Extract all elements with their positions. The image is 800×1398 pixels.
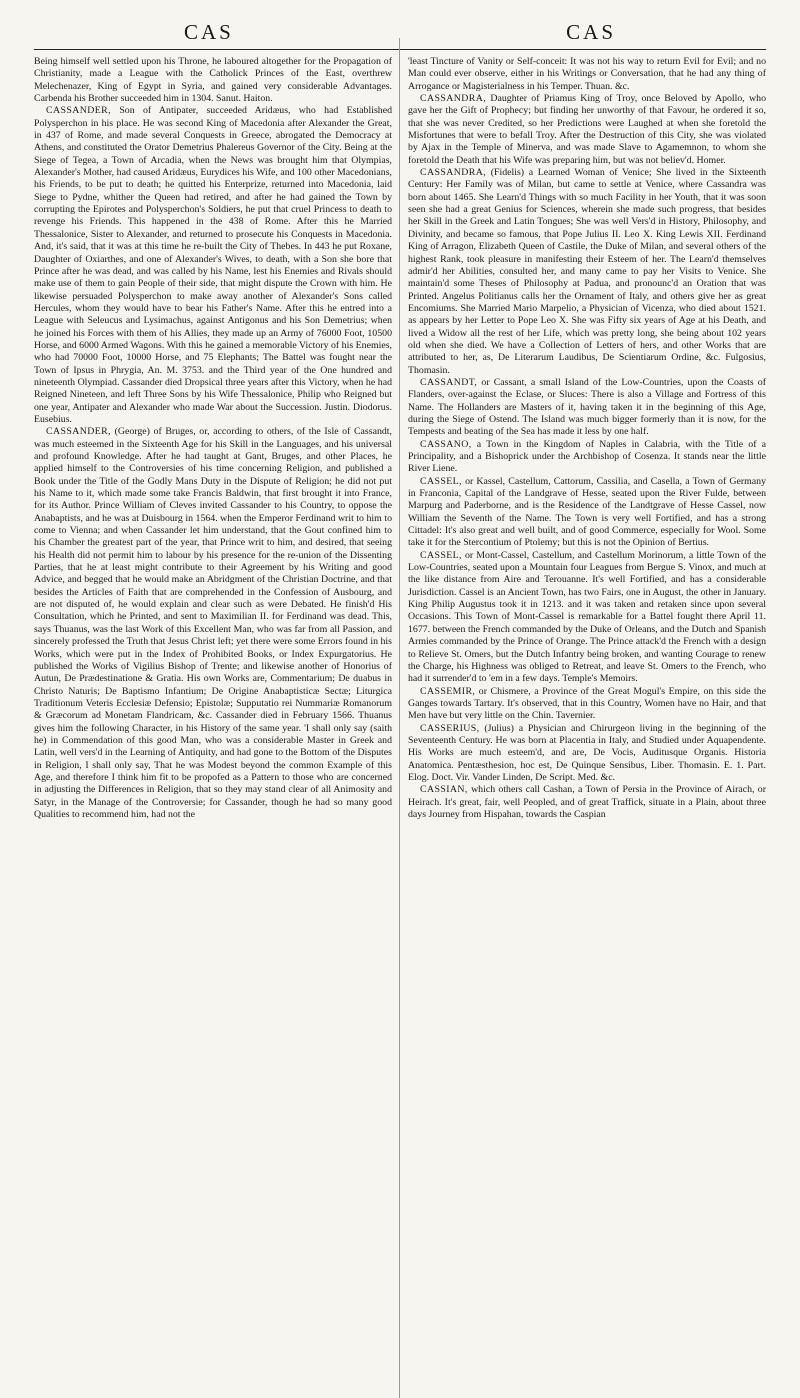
entry-paragraph [34, 105, 392, 426]
entry-headword: CASSEL, [420, 475, 462, 487]
entry-headword: CASSANO, [420, 438, 472, 450]
entry-headword: CASSEMIR, [420, 685, 476, 697]
entry-text: (Julius) a Physician and Chirurgeon living in the beginning of the Seventeenth Century. He was born at Placentia in Italy, and Studied under Aquapendente. His Works are much esteem'd, and are, De Vocis, Auditusque Organis. Historia Anatomica. Pentæsthesion, hoc est, De Quinque Sensibus, Liber. Thomasin. E. 1. Part. Elog. Doct. Vir. Vander Linden, De Script. Med. &c. [408, 722, 766, 783]
entry-text: Daughter of Priamus King of Troy, once Beloved by Apollo, who gave her the Gift of Prophecy; but finding her unworthy of that Favour, he ordered it so, that she was never Credited, so her Predictions were Laughed at when she foretold the Misfortunes that were to befall Troy. After the Destruction of this City, she was violated by Ajax in the Temple of Minerva, and was made Slave to Agamemnon, to whom she foretold the Death that his Wife was preparing him, but was not believ'd. Homer. [408, 93, 766, 166]
entry-paragraph [408, 550, 766, 686]
entry-paragraph [34, 426, 392, 821]
header-right: CAS [566, 20, 616, 44]
entry-headword: CASSANDRA, [420, 167, 487, 179]
entry-headword: CASSANDER, [46, 426, 111, 438]
entry-headword: CASSANDRA, [420, 93, 487, 105]
running-header [34, 20, 766, 50]
entry-text: or Cassant, a small Island of the Low-Countries, upon the Coasts of Flanders, over-against the Eclase, or Sluces: There is also a Village and Fortress of this Name. The Hollanders are Masters of it, having taken it in the beginning of this Age, during the Siege of Ostend. The Island was much bigger formerly than it is now, for the Tempests and beating of the Sea has made it less by one half. [408, 376, 766, 438]
entry-text: or Mont-Cassel, Castellum, and Castellum Morinorum, a little Town of the Low-Countries, seated upon a Mountain four Leagues from Bergue S. Vinox, and much at the like distance from Aire and Terouanne. It's well Fortified, and has a considerable Jurisdiction. Cassel is an Ancient Town, has two Fairs, one in August, the other in January. King Philip Augustus took it in 1213. and it was taken and retaken since upon several Occasions. This Town of Mont-Cassel is remarkable for a Battel fought there April 11. 1677. between the French commanded by the Duke of Orleans, and the Dutch and Spanish Armies commanded by the Prince of Orange. The Prince attack'd the French with a design to Relieve St. Omers, but the Dutch Infantry being broken, and wanting Courage to renew the Charge, his Highness was obliged to Retreat, and leave St. Omers to the French, who had it surrender'd to 'em in a few days. Temple's Memoirs. [408, 549, 766, 685]
column-divider [399, 38, 400, 1398]
entry-paragraph [408, 723, 766, 785]
entry-text: or Kassel, Castellum, Cattorum, Cassilia, and Casella, a Town of Germany in Franconia, Capital of the Landgrave of Hesse, seated upon the River Fulde, between Marpurg and Paderborne, and is the Residence of the Landtgrave of Hesse Cassel, now William the Seventh of the Name. The Town is very well Fortified, and has a strong Cittadel: It's also great and well built, and of good Commerce, especially for Wool. Some take it for the Stercontium of Ptolemy; but this is not the Opinion of Bertius. [408, 475, 766, 549]
entry-paragraph [408, 377, 766, 439]
entry-paragraph [408, 476, 766, 550]
header-left: CAS [184, 20, 234, 44]
entry-paragraph [34, 56, 392, 105]
two-column-body [34, 56, 766, 821]
entry-paragraph [408, 93, 766, 167]
entry-text: (George) of Bruges, or, according to others, of the Isle of Cassandt, was much esteemed in the Sixteenth Age for his Skill in the Languages, and his universal and profound Knowledge. After he had taught at Gant, Bruges, and other Places, he applied himself to the Controversies of his time concerning Religion, and published a Book under the Title of the Godly Mans Duty in the Dispute of Religion; he did not put his Name to it, which made some take Francis Baldwin, that first brought it into France, for its Author. Prince William of Cleves invited Cassander to his Country, to oppose the Anabaptists, and he was at Duisbourg in 1564. when the Emperor Ferdinand writ to him to come to Vienna; and when Cassander let him understand, that the Gout confined him to his Chamber the greatest part of the year, that Prince writ to him, and desired, that seeing his Health did not permit him to labour by his presence for the re-union of the Dissenting Parties, that he at least might contribute to their Agreement by his Writing and good Advice, and begged that he would make an Abridgment of the Christian Doctrine, and that besides the Articles of Faith that are comprehended in the Confession of Ausbourg, and are not disputed of, he would explain and clear such as were Debated. He finish'd His Consultation, which he Printed, and sent to Maximilian II. for Ferdinand was dead. This, says Thuanus, was the last Work of this Excellent Man, who was far from all Passion, and sincerely professed the Truth that Jesus Christ left; yet there were some Errors found in his Works, which were put in the Index of Prohibited Books, or Index Expurgatorius. He published the Works of Vigilius Bishop of Trente; and likewise another of Honorius of Autun, De Prædestinatione & Gratia. His own Works are, Commentarium; De duabus in Christo Naturis; De Baptismo Infantium; De Origine Anabaptisticæ Sectæ; Liturgica Traditionum Veteris Ecclesiæ Defensio; Epistolæ; Supputatio rei Nummariæ Romanorum & Græcorum ad Monetam Flandricam, &c. Cassander died in February 1566. Thuanus gives him the following Character, in his History of the same year. 'I shall only say (saith he) in Commendation of this good Man, who was a considerable Master in Greek and Latin, well vers'd in the Learning of Antiquity, and had gone to the Bottom of the Disputes in Religion, I shall only say, That he was Modest beyond the common Example of this Age, and therefore I think him fit to be propofed as a Pattern to those who are concerned in adjusting the Differences in Religion, that so they may stand clear of all Animosity and Satyr, in the Manage of the Controversie; for Cassander, though he had so many good Qualities to recommend him, had not the [34, 426, 392, 820]
entry-headword: CASSANDER, [46, 105, 111, 117]
entry-headword: CASSIAN, [420, 784, 468, 796]
entry-headword: CASSANDT, [420, 376, 478, 388]
entry-text: Being himself well settled upon his Throne, he laboured altogether for the Propagation of Christianity, made a League with the Catholick Princes of the East, overthrew Melechenazer, King of Egypt in Syria, and gained very considerable Advantages. Carbenda his Brother succeeded him in 1304. Sanut. Haiton. [34, 56, 392, 105]
entry-text: which others call Cashan, a Town of Persia in the Province of Airach, or Heirach. It's great, fair, well Peopled, and of great Traffick, situate in a Plain, about three days Journey from Hispahan, towards the Caspian [408, 784, 766, 820]
entry-headword: CASSERIUS, [420, 722, 480, 734]
entry-text: 'least Tincture of Vanity or Self-conceit: It was not his way to return Evil for Evil; and no Man could ever observe, either in his Writings or Conversation, that he had any thing of Arrogance or Magisterialness in his Temper. Thuan. &c. [408, 56, 766, 92]
entry-paragraph [408, 439, 766, 476]
entry-paragraph [408, 56, 766, 93]
right-column [408, 56, 766, 821]
entry-headword: CASSEL, [420, 549, 462, 561]
entry-paragraph [408, 167, 766, 377]
left-column [34, 56, 392, 821]
entry-text: or Chismere, a Province of the Great Mogul's Empire, on this side the Ganges towards Tartary. It's observed, that in this Country, Women have no Hair, and that Men have but very little on the Chin. Tavernier. [408, 685, 766, 722]
entry-paragraph [408, 784, 766, 821]
entry-text: Son of Antipater, succeeded Aridæus, who had Established Polysperchon in his place. He was second King of Macedonia after Alexander the Great, in 437 of Rome, and made several Conquests in Greece, abrogated the Democracy at Athens, and constituted the Orator Demetrius Phalereus Governor of the City. Being at the Siege of Tegea, a Town of Arcadia, when the News was brought him that Olympias, Alexander's Mother, had caused Aridæus, Eurydices his Wife, and 100 other Macedonians, his Friends, to be put to death; he quitted his Enterprize, returned into Macedonia, laid Siege to Pydne, whither the Queen had retired, and after he had gained the Town by corrupting the Epirotes and Polysperchon's Soldiers, he put that cruel Princess to death to revenge his Friends. This happened in the 438 of Rome. After this he Married Thessalonice, Sister to Alexander, and returned to prosecute his Conquests in Macedonia. And, it's said, that it was at this time he re-built the City of Thebes. In 443 he put Roxane, Daughter of Oxiarthes, and one of Alexander's Wives, to death, with a Son she bore that Prince after he was dead, and was called by his Name, lest his Enemies and Rivals should make use of them to gain People of their side, that might dispute the Crown with him. He likewise persuaded Polysperchon to make away another of Alexander's Sons called Hercules, whom they would have to bear his Father's Name. After this he entred into a League with Seleucus and Lysimachus, against Antigonus and his Son Demetrius; when he joined his Forces with them of his Allies, they made up an Army of 76000 Foot, 10500 Horse, and 6000 Armed Wagons. With this he gained a memorable Victory of his Enemies, who had 70000 Foot, 10000 Horse, and 75 Elephants; The Battel was fought near the Town of Ipsus in Phrygia, An. M. 3753. and the Third year of the One hundred and nineteenth Olympiad. Cassander died Dropsical three years after this Victory, when he had Reigned Nineteen, and left Three Sons by his Wife Thessalonice, Philip who Reigned but one year, Antipater and Alexander who made War about the Succession. Justin. Diodorus. Eusebius. [34, 105, 392, 425]
entry-text: a Town in the Kingdom of Naples in Calabria, with the Title of a Principality, and a Bishoprick under the Archbishop of Cosenza. It stands near the little River Liene. [408, 438, 766, 475]
entry-text: (Fidelis) a Learned Woman of Venice; She lived in the Sixteenth Century: Her Family was of Milan, but came to settle at Venice, where Cassandra was born about 1465. She Learn'd Things with so much Facility in her Youth, that it was soon seen she had a great Genius for Sciences, wherein she made such progress, that besides her Skill in the Greek and Latin Tongues; She was well Vers'd in History, Philosophy, and Divinity, and became so famous, that Pope Julius II. Leo X. King Lewis XII. Ferdinand King of Arragon, Elizabeth Queen of Castile, the Duke of Milan, and several others of the highest Rank, took pleasure in manifesting their Esteem of her. The Learn'd themselves admir'd her Abilities, consulted her, and many came to pay her Visits to Venice. She maintain'd some Theses of Philosophy at Padua, and pronounc'd an Oration that was Printed. Angelus Politianus calls her the Ornament of Italy, and others give her as great Encomiums. She Married Mario Marpelio, a Physician of Vicenza, who died about 1521. as appears by her Letter to Pope Leo X. She was Fifty six years of Age at his Death, and lived a Widow all the rest of her Life, which was pretty long, she being about 102 years old when she died. We have a Collection of Letters of hers, and other Works that are attributed to her, as, De Literarum Laudibus, De Scientiarum Ordine, &c. Fulgosius, Thomasin. [408, 167, 766, 376]
entry-paragraph [408, 686, 766, 723]
